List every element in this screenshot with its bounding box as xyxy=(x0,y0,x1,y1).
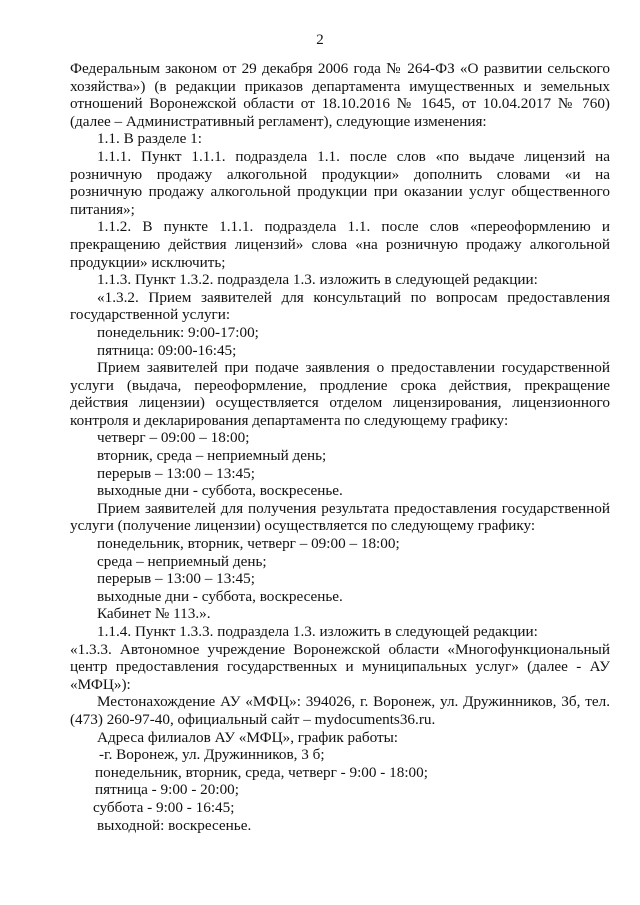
text-line: Федеральным законом от 29 декабря 2006 года № 264-ФЗ «О развитии сельского xyxy=(70,60,610,77)
text-line: четверг – 09:00 – 18:00; xyxy=(97,429,250,447)
text-line: «МФЦ»): xyxy=(70,675,131,693)
text-line: перерыв – 13:00 – 13:45; xyxy=(97,570,255,588)
text-line: 1.1.3. Пункт 1.3.2. подраздела 1.3. изложить в следующей редакции: xyxy=(97,271,538,289)
document-body xyxy=(70,60,610,834)
page-number: 2 xyxy=(316,32,324,48)
text-line: понедельник, вторник, четверг – 09:00 – 18:00; xyxy=(97,535,400,553)
text-line: государственной услуги: xyxy=(70,306,231,324)
text-line: перерыв – 13:00 – 13:45; xyxy=(97,464,255,482)
text-line: среда – неприемный день; xyxy=(97,552,267,570)
text-line: выходные дни - суббота, воскресенье. xyxy=(97,482,343,500)
text-line: продукции» исключить; xyxy=(70,253,226,271)
text-line: услуги (получение лицензии) осуществляется по следующему графику: xyxy=(70,517,536,535)
text-line: пятница - 9:00 - 20:00; xyxy=(95,781,239,799)
text-line: пятница: 09:00-16:45; xyxy=(97,341,237,359)
text-line: Прием заявителей при подаче заявления о предоставлении государственной xyxy=(97,359,610,377)
text-line: действия лицензии) осуществляется отделом лицензирования, лицензионного xyxy=(70,394,610,412)
text-line: розничную продажу алкогольной продукции» дополнить словами «и на xyxy=(70,165,610,183)
text-line: «1.3.3. Автономное учреждение Воронежской области «Многофункциональный xyxy=(70,640,610,658)
text-line: 1.1.4. Пункт 1.3.3. подраздела 1.3. изложить в следующей редакции: xyxy=(97,623,538,640)
text-line: 1.1.1. Пункт 1.1.1. подраздела 1.1. после слов «по выдаче лицензий на xyxy=(97,147,610,165)
text-line: выходные дни - суббота, воскресенье. xyxy=(97,587,343,605)
text-line: хозяйства») (в редакции приказов департамента имущественных и земельных xyxy=(70,77,610,95)
text-line: понедельник: 9:00-17:00; xyxy=(97,323,259,341)
text-line: контроля и декларирования департамента по следующему графику: xyxy=(70,411,509,429)
text-line: 1.1. В разделе 1: xyxy=(97,130,202,148)
text-line: отношений Воронежской области от 18.10.2016 № 1645, от 10.04.2017 № 760) xyxy=(70,95,610,113)
text-line: вторник, среда – неприемный день; xyxy=(97,447,327,465)
text-line: «1.3.2. Прием заявителей для консультаций по вопросам предоставления xyxy=(97,288,610,306)
text-line: Кабинет № 113.». xyxy=(97,605,211,623)
text-line: суббота - 9:00 - 16:45; xyxy=(93,798,235,816)
text-line: услуги (выдача, переоформление, продление срока действия, прекращение xyxy=(70,376,610,394)
text-line: Прием заявителей для получения результата предоставления государственной xyxy=(97,499,610,517)
text-line: -г. Воронеж, ул. Дружинников, 3 б; xyxy=(99,746,325,764)
text-line: выходной: воскресенье. xyxy=(97,816,252,834)
text-line: Адреса филиалов АУ «МФЦ», график работы: xyxy=(97,728,399,746)
text-line: розничную продажу алкогольной продукции при оказании услуг общественного xyxy=(70,183,610,201)
text-line: понедельник, вторник, среда, четверг - 9:00 - 18:00; xyxy=(95,763,428,781)
text-line: (473) 260-97-40, официальный сайт – mydocuments36.ru. xyxy=(70,710,436,728)
text-line: питания»; xyxy=(70,200,135,218)
text-line: центр предоставления государственных и муниципальных услуг» (далее - АУ xyxy=(70,658,610,676)
text-line: 1.1.2. В пункте 1.1.1. подраздела 1.1. после слов «переоформлению и xyxy=(97,218,610,236)
text-line: Местонахождение АУ «МФЦ»: 394026, г. Воронеж, ул. Дружинников, 3б, тел. xyxy=(97,693,610,711)
text-line: (далее – Административный регламент), следующие изменения: xyxy=(70,112,487,130)
text-line: прекращению действия лицензий» слова «на розничную продажу алкогольной xyxy=(70,235,610,253)
